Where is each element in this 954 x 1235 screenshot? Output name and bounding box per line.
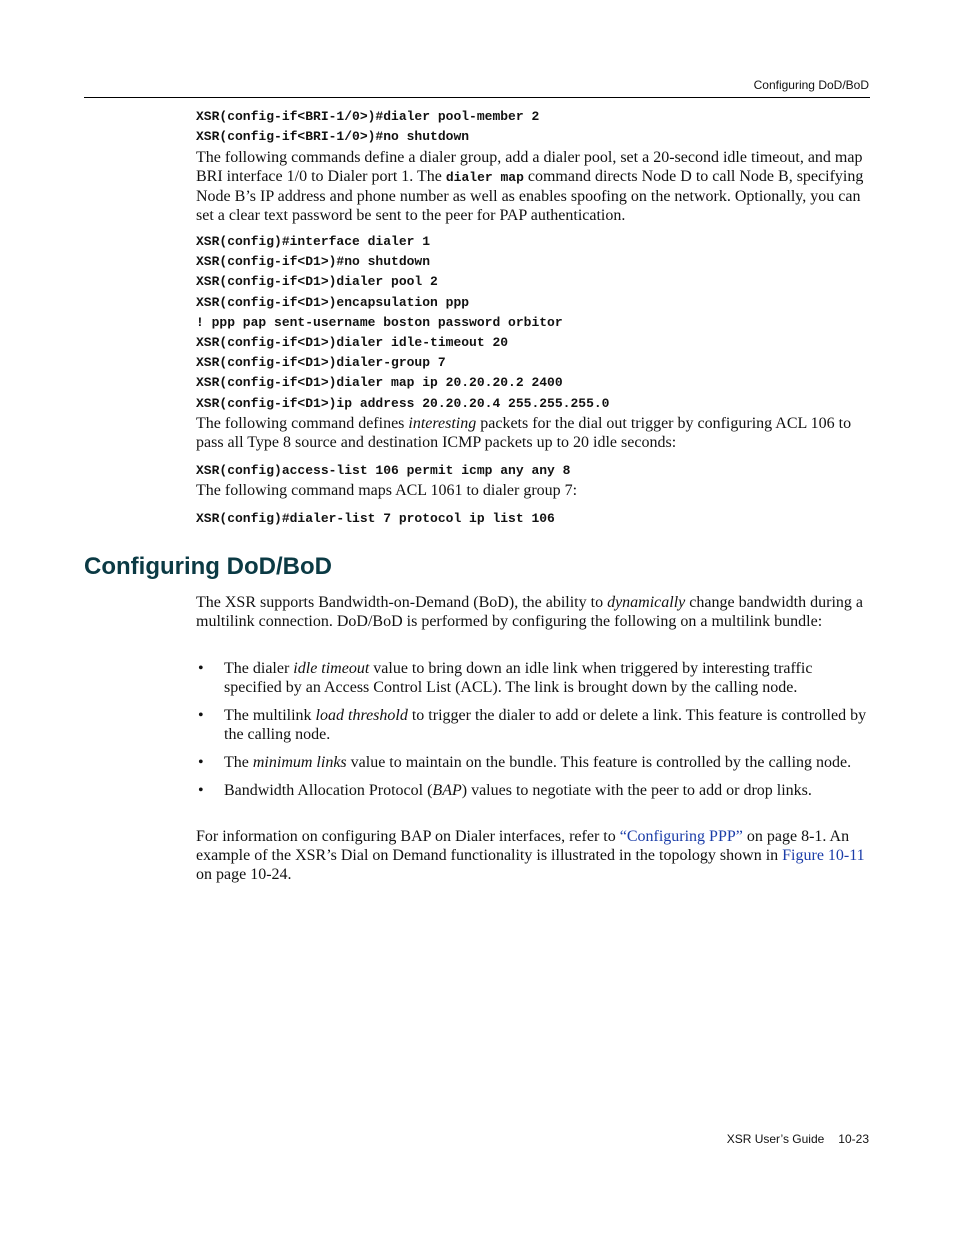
- text-run: command directs Node D to call Node B, specifying Node B’s IP address and phone number as well as enables spoofing on the network. Optionally, you can set a clear text password be sent to the peer for PAP authentication.: [196, 168, 864, 224]
- running-header: Configuring DoD/BoD: [753, 78, 869, 92]
- text-run: The XSR supports Bandwidth-on-Demand (BoD), the ability to: [196, 594, 608, 611]
- italic-term: BAP: [432, 782, 462, 799]
- section-heading: Configuring DoD/BoD: [84, 553, 332, 580]
- text-run: packets for the dial out trigger by configuring ACL 106 to pass all Type 8 source and destination ICMP packets up to 20 idle seconds:: [196, 415, 852, 451]
- code-line: XSR(config-if<D1>)dialer map ip 20.20.20.2 2400: [196, 375, 563, 391]
- text-run: on page 8-1. An example of the XSR’s Dial on Demand functionality is illustrated in the topology shown in: [196, 828, 850, 864]
- link-configuring-ppp[interactable]: “Configuring PPP”: [619, 828, 743, 845]
- text-run: on page 10-24.: [196, 866, 292, 883]
- paragraph-interesting-packets: [196, 414, 870, 452]
- text-run: Bandwidth Allocation Protocol (: [224, 782, 433, 799]
- code-line: XSR(config-if<BRI-1/0>)#dialer pool-member 2: [196, 109, 540, 124]
- paragraph-dialer-group: [196, 148, 870, 225]
- text-run: The following commands define a dialer group, add a dialer pool, set a 20-second idle timeout, and map BRI interface 1/0 to Dialer port 1. The: [196, 149, 863, 185]
- paragraph-bod-intro: [196, 593, 870, 631]
- inline-code-dialer-map: dialer map: [445, 170, 524, 185]
- code-line: XSR(config-if<D1>)dialer pool 2: [196, 274, 438, 290]
- code-block-dialer: [196, 232, 870, 414]
- list-item: [196, 753, 870, 772]
- paragraph-acl-map: The following command maps ACL 1061 to dialer group 7:: [196, 482, 578, 499]
- italic-term: minimum links: [252, 754, 347, 771]
- list-item: [196, 706, 870, 744]
- bullet-icon: •: [198, 782, 204, 799]
- italic-term: interesting: [408, 415, 477, 432]
- code-block-bri: [196, 107, 870, 147]
- text-run: The multilink: [224, 707, 316, 724]
- text-run: The dialer: [224, 660, 294, 677]
- guide-title: XSR User’s Guide: [726, 1132, 825, 1146]
- text-run: to trigger the dialer to add or delete a link. This feature is controlled by the calling node.: [224, 707, 867, 743]
- code-line: XSR(config-if<BRI-1/0>)#no shutdown: [196, 129, 470, 145]
- paragraph-bap-reference: [196, 827, 870, 884]
- text-run: The: [224, 754, 253, 771]
- italic-term: dynamically: [607, 594, 686, 611]
- code-line: XSR(config)#interface dialer 1: [196, 234, 431, 249]
- text-run: change bandwidth during a multilink connection. DoD/BoD is performed by configuring the following on a multilink bundle:: [196, 594, 863, 630]
- code-line-dialer-list: XSR(config)#dialer-list 7 protocol ip list 106: [196, 511, 555, 526]
- code-line: XSR(config-if<D1>)ip address 20.20.20.4 255.255.255.0: [196, 395, 610, 411]
- text-run: ) values to negotiate with the peer to add or drop links.: [461, 782, 812, 799]
- code-line: XSR(config-if<D1>)#no shutdown: [196, 254, 431, 270]
- code-line: ! ppp pap sent-username boston password orbitor: [196, 314, 563, 330]
- italic-term: idle timeout: [293, 660, 370, 677]
- bullet-icon: •: [198, 754, 204, 771]
- text-run: value to bring down an idle link when triggered by interesting traffic specified by an Access Control List (ACL). The link is brought down by the calling node.: [224, 660, 813, 696]
- running-footer: [727, 1132, 869, 1146]
- list-item: [196, 781, 870, 800]
- bullet-icon: •: [198, 660, 204, 677]
- code-line: XSR(config-if<D1>)dialer idle-timeout 20: [196, 335, 509, 351]
- bullet-icon: •: [198, 707, 204, 724]
- page-number: 10-23: [838, 1132, 869, 1146]
- link-figure-10-11[interactable]: Figure 10-11: [782, 847, 865, 864]
- text-run: For information on configuring BAP on Dialer interfaces, refer to: [196, 828, 620, 845]
- header-rule: [84, 97, 870, 98]
- italic-term: load threshold: [315, 707, 408, 724]
- code-line-access-list: XSR(config)access-list 106 permit icmp any any 8: [196, 463, 571, 478]
- text-run: value to maintain on the bundle. This feature is controlled by the calling node.: [346, 754, 852, 771]
- list-item: [196, 659, 870, 697]
- bullet-list: [196, 659, 870, 809]
- text-run: The following command defines: [196, 415, 409, 432]
- code-line: XSR(config-if<D1>)dialer-group 7: [196, 355, 446, 371]
- code-line: XSR(config-if<D1>)encapsulation ppp: [196, 294, 470, 310]
